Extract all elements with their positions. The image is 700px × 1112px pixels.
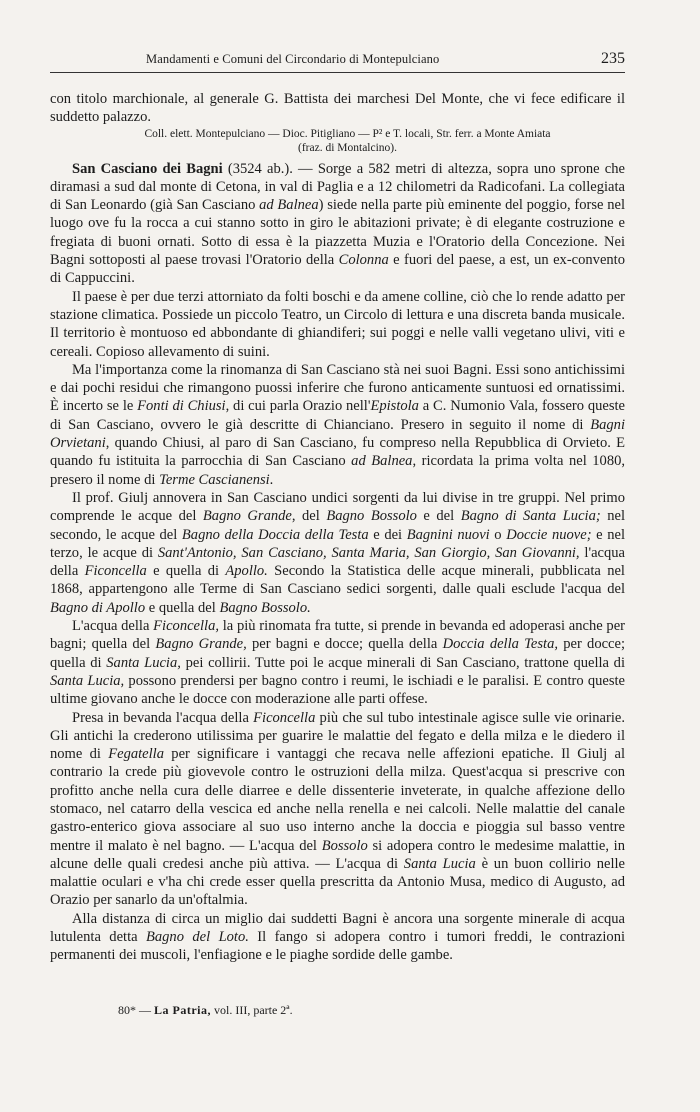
text-run: Ma l'importanza come la rinomanza di San Casciano stà nei suoi Bagni. Essi sono antichissimi e dai pochi residui che rimangono puossi inferire che furono anticamente suntuosi ed ornatissimi. È incerto se le [50,361,625,415]
italic-run: Apollo. [225,563,268,580]
page-header [50,50,625,73]
text-run: (3524 ab.). — Sorge a 582 metri di altezza, sopra uno sprone che diramasi a sud dal monte di Cetona, in val di Paglia e a 12 chilometri da Radicofani. La collegiata di San Leonardo (già San Casciano [50,160,625,214]
text-run: , del [291,508,327,525]
text-run: Il fango si adopera contro i tumori freddi, le contrazioni permanenti dei muscoli, l'enfiagione e le piaghe sordide delle gambe. [50,929,626,964]
text-run: per significare i vantaggi che recava nelle affezioni epatiche. Il Giulj al contrario la crede più giovevole contro le ostruzioni della milza. Quest'acqua si prescrive con profitto anche nella cura delle diarree e delle dissenterie inveterate, in qualche affezione dello stomaco, nel catarro della vescica ed anche nella renella e nei calcoli. Nelle malattie del canale gastro-enterico giova associare al suo uso interno anche la doccia e pioggia sul basso ventre mentre il malato è nel bagno. — L'acqua del [50,746,625,854]
italic-run: Bagno di Santa Lucia; [460,508,601,525]
italic-run: Bagno del Loto. [146,929,249,946]
page-footer [118,1003,293,1018]
italic-run: Epistola [370,398,419,415]
italic-run: ad Balnea [351,453,413,470]
paragraph [50,361,625,489]
text-run: , ricordata la prima volta nel 1080, presero il nome di [50,453,626,488]
text-run: , quando Chiusi, al paro di San Casciano, fu compreso nella Repubblica di Orvieto. E quando fu istituita la parrocchia di San Casciano [50,435,625,470]
sheet-signature: 80* — [118,1003,151,1017]
italic-run: Ficoncella, [153,618,220,635]
italic-run: Bagno Grande, [155,636,247,653]
italic-run: Santa Lucia [403,855,476,872]
italic-run: Santa Lucia, [106,654,181,671]
page-body [50,90,625,965]
italic-run: Bossolo [321,837,368,854]
italic-run: Bagno Bossolo [326,508,417,525]
italic-run: Fonti di Chiusi [137,398,226,415]
italic-run: Doccie nuove; [506,526,592,543]
text-run: L'acqua della [72,618,154,635]
text-run: a C. Numonio Vala, fossero queste di San Casciano, ovvero le già descritte di Chianciano. Presero in seguito il nome di [50,398,625,433]
text-run: nel secondo, le acque del [50,508,625,543]
text-run: o [489,526,507,543]
text-run: e quella del [145,599,220,616]
text-run: e del [416,508,461,525]
volume-info: vol. III, parte 2ª. [211,1003,293,1017]
italic-run: Terme Cascianensi [159,471,270,488]
italic-run: Bagno della Doccia della Testa [181,526,369,543]
text-run: e nel terzo, le acque di [50,526,625,561]
text-run: , di cui parla Orazio nell' [225,398,371,415]
italic-run: Sant'Antonio, San Casciano, Santa Maria, San Giorgio, San Giovanni, [157,544,580,561]
italic-run: ad Balnea [259,197,319,214]
text-run: e dei [368,526,407,543]
text-run: . [269,471,274,488]
text-run: la più rinomata fra tutte, si prende in bevanda ed adoperasi anche per bagni; quella del [50,618,625,653]
italic-run: Bagno Bossolo. [219,599,311,616]
paragraph [50,489,625,617]
text-run: è un buon collirio nelle malattie oculari e v'ha chi crede esser quella prescritta da Antonio Musa, medico di Augusto, ad Orazio per sanarlo da un'oftalmia. [50,855,625,909]
text-run: Alla distanza di circa un miglio dai suddetti Bagni è ancora una sorgente minerale di acqua lutulenta detta [50,910,625,946]
paragraph [50,617,625,708]
text-run: Secondo la Statistica delle acque minerali, pubblicata nel 1868, appartengono alle Terme di San Casciano sedici sorgenti, dalle quali esclude l'acqua del [50,563,625,598]
italic-run: Colonna [338,252,389,269]
text-run: l'acqua della [50,544,625,580]
page-number: 235 [601,50,625,67]
italic-run: Ficoncella [253,709,316,726]
entry-title: San Casciano dei Bagni [72,160,223,177]
paragraph [50,910,625,965]
text-run: Presa in bevanda l'acqua della [72,709,254,726]
text-run: ) siede nella parte più eminente del poggio, forse nel luogo ove fu la rocca a cui stanno sotto in giro le abitazioni private; è di elegante costruzione e fregiata di buoni ornati. Sotto di essa è la piazzetta Muzia e l'Oratorio della Concezione. Nei Bagni sottoposti al paese trovasi l'Oratorio della [50,197,625,269]
italic-run: Santa Lucia, [50,672,125,689]
italic-run: Doccia della Testa, [442,636,558,653]
italic-run: Bagno di Apollo [50,599,146,616]
text-run: per docce; quella di [50,636,626,671]
italic-run: Bagni Orvietani [50,416,625,452]
text-run: pei collirii. Tutte poi le acque minerali di San Casciano, trattone quella di [180,654,626,671]
text-run: più che sul tubo intestinale agisce sulle vie orinarie. Gli antichi la crederono utilissima per guarire le malattie del fegato e della milza e le diedero il nome di [50,709,625,763]
italic-run: Fegatella [108,746,164,763]
paragraph: Il paese è per due terzi attorniato da folti boschi e da amene colline, ciò che lo rende adatto per stazione climatica. Possiede un piccolo Teatro, un Circolo di lettura e una discreta banda musicale. Il territorio è montuoso ed abbondante di ghiandiferi; sui poggi e nelle valli vegetano ulivi, viti e cereali. Copioso allevamento di suini. [50,288,625,360]
text-run: e quella di [146,563,226,580]
entry-paragraph [50,160,625,288]
text-run: e fuori del paese, a est, un ex-convento di Cappuccini. [50,252,625,287]
electoral-note-line: (fraz. di Montalcino). [298,142,397,155]
text-run: Il prof. Giulj annovera in San Casciano undici sorgenti da lui divise in tre gruppi. Nel primo comprende le acque del [50,489,625,525]
italic-run: Bagnini nuovi [406,526,490,543]
running-title: Mandamenti e Comuni del Circondario di Montepulciano [146,52,440,66]
text-run: possono prendersi per bagno contro i reumi, le ischiadi e le paralisi. E contro queste ultime giovano anche le docce con moderazione alle parti offese. [50,672,626,708]
electoral-note [50,127,625,156]
text-run: si adopera contro le medesime malattie, in alcune delle quali credesi anche più attiva. — L'acqua di [50,837,625,872]
electoral-note-line: Coll. elett. Montepulciano — Dioc. Pitigliano — P² e T. locali, Str. ferr. a Monte Amiata [144,127,551,140]
publication-title: La Patria, [154,1003,211,1017]
text-run: per bagni e docce; quella della [246,636,443,653]
paragraph [50,709,625,910]
italic-run: Bagno Grande [202,508,292,525]
opening-paragraph: con titolo marchionale, al generale G. Battista dei marchesi Del Monte, che vi fece edificare il suddetto palazzo. [50,91,625,126]
italic-run: Ficoncella [84,563,147,580]
